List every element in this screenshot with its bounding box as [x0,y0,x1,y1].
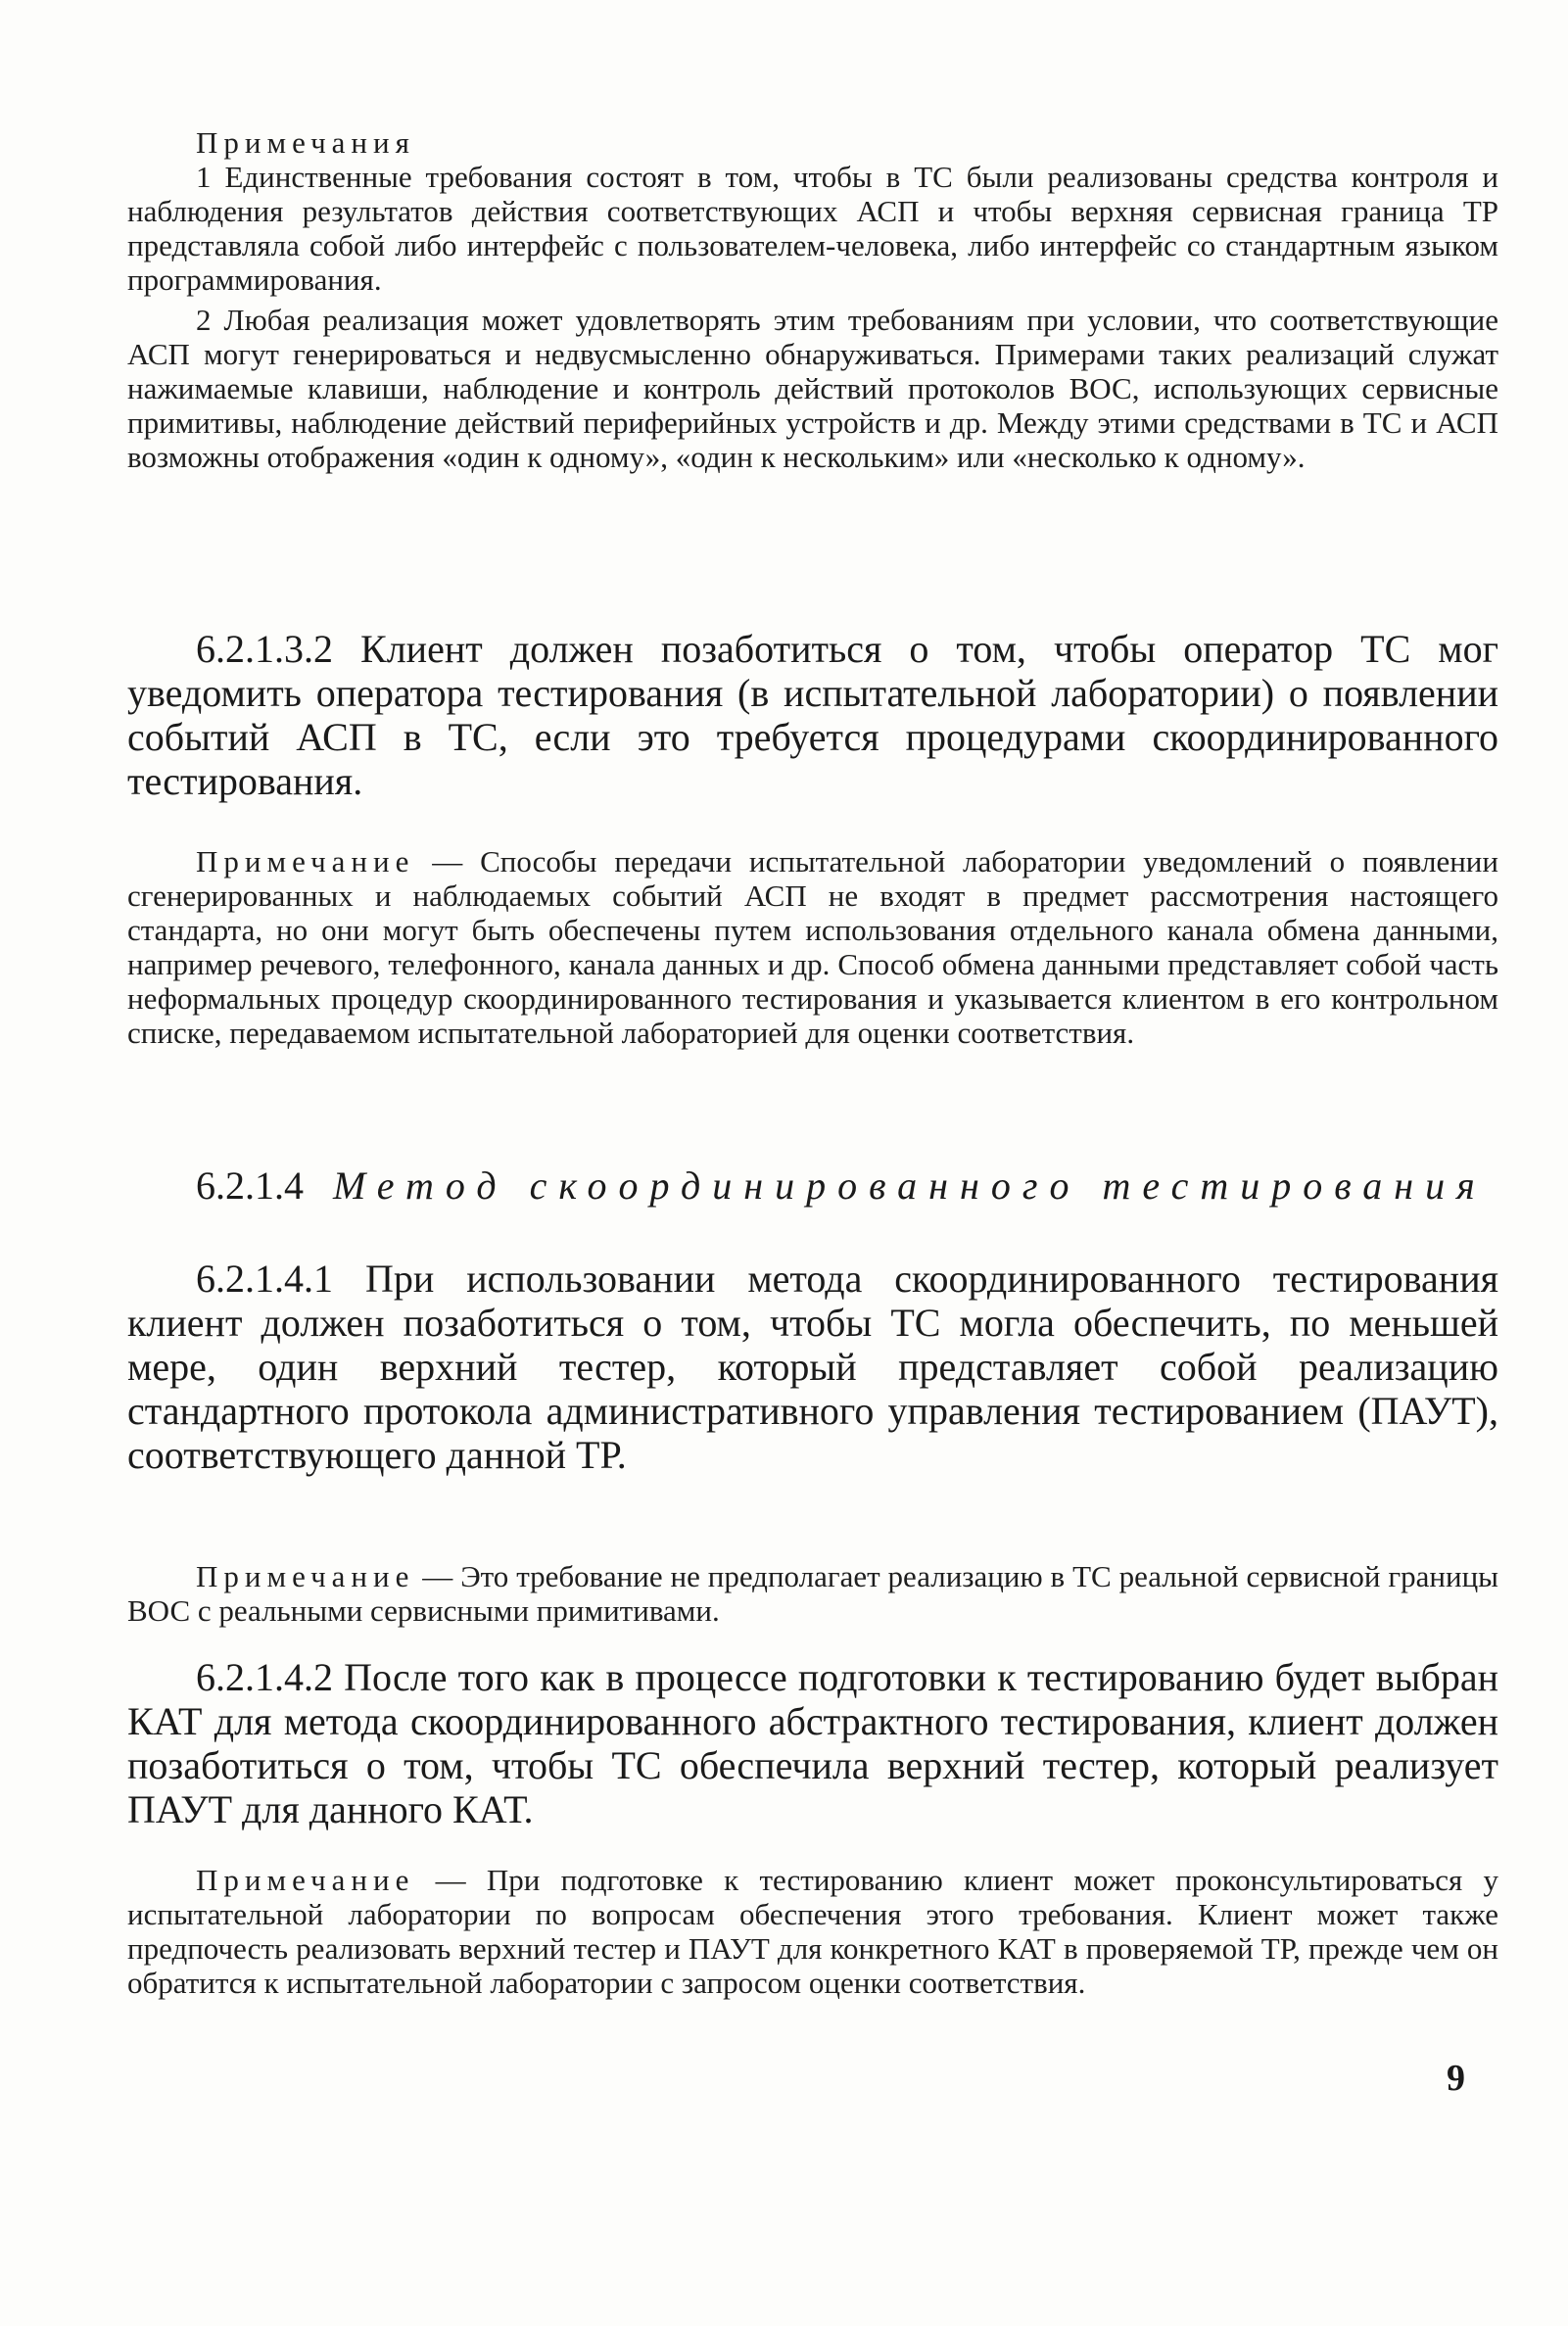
clause-6-2-1-4-1 [127,1257,1498,1477]
clause-6-2-1-3-2 [127,627,1498,803]
note-after-6-2-1-4-2 [127,1863,1498,2000]
note-text: — Это требование не предполагает реализацию в ТС реальной сервисной границы ВОС с реальными сервисными примитивами. [127,1559,1498,1628]
note-text: — При подготовке к тестированию клиент может проконсультироваться у испытательной лаборатории по вопросам обеспечения этого требования. Клиент может также предпочесть реализовать верхний тестер и ПАУТ для конкретного КАТ в проверяемой ТР, прежде чем он обратится к испытательной лаборатории с запросом оценки соответствия. [127,1863,1498,2000]
note-2: 2 Любая реализация может удовлетворять этим требованиям при условии, что соответствующие АСП могут генерироваться и недвусмысленно обнаруживаться. Примерами таких реализаций служат нажимаемые клавиши, наблюдение и контроль действий протоколов ВОС, использующих сервисные примитивы, наблюдение действий периферийных устройств и др. Между этими средствами в ТС и АСП возможны отображения «один к одному», «один к нескольким» или «несколько к одному». [127,303,1498,474]
notes-heading: Примечания [196,125,415,160]
clause-6-2-1-4-number: 6.2.1.4 [196,1163,304,1208]
note-label: Примечание [196,1863,415,1897]
clause-6-2-1-4-title: Метод скоординированного тестирования [333,1163,1487,1208]
clause-6-2-1-4-2 [127,1655,1498,1831]
notes-block-1 [127,125,1498,474]
note-text: — Способы передачи испытательной лаборатории уведомлений о появлении сгенерированных и наблюдаемых событий АСП не входят в предмет рассмотрения настоящего стандарта, но они могут быть обеспечены путем использования отдельного канала обмена данными, например речевого, телефонного, канала данных и др. Способ обмена данными представляет собой часть неформальных процедур скоординированного тестирования и указывается клиентом в его контрольном списке, передаваемом испытательной лабораторией для оценки соответствия. [127,844,1498,1050]
clause-6-2-1-3-2-text: 6.2.1.3.2 Клиент должен позаботиться о том, чтобы оператор ТС мог уведомить оператора тестирования (в испытательной лаборатории) о появлении событий АСП в ТС, если это требуется процедурами скоординированного тестирования. [127,627,1498,803]
note-label: Примечание [196,844,415,878]
clause-6-2-1-4-2-text: 6.2.1.4.2 После того как в процессе подготовки к тестированию будет выбран КАТ для метода скоординированного абстрактного тестирования, клиент должен позаботиться о том, чтобы ТС обеспечила верхний тестер, который реализует ПАУТ для данного КАТ. [127,1655,1498,1831]
note-after-6-2-1-4-1 [127,1559,1498,1628]
clause-6-2-1-4-1-text: 6.2.1.4.1 При использовании метода скоординированного тестирования клиент должен позаботиться о том, чтобы ТС могла обеспечить, по меньшей мере, один верхний тестер, который представляет собой реализацию стандартного протокола административного управления тестированием (ПАУТ), соответствующего данной ТР. [127,1257,1498,1477]
note-after-6-2-1-3-2 [127,844,1498,1050]
note-label: Примечание [196,1559,415,1593]
page-number: 9 [1447,2058,1465,2099]
clause-6-2-1-4 [127,1163,1498,1208]
note-1: 1 Единственные требования состоят в том, чтобы в ТС были реализованы средства контроля и наблюдения результатов действия соответствующих АСП и чтобы верхняя сервисная граница ТР представляла собой либо интерфейс с пользователем-человека, либо интерфейс со стандартным языком программирования. [127,160,1498,297]
